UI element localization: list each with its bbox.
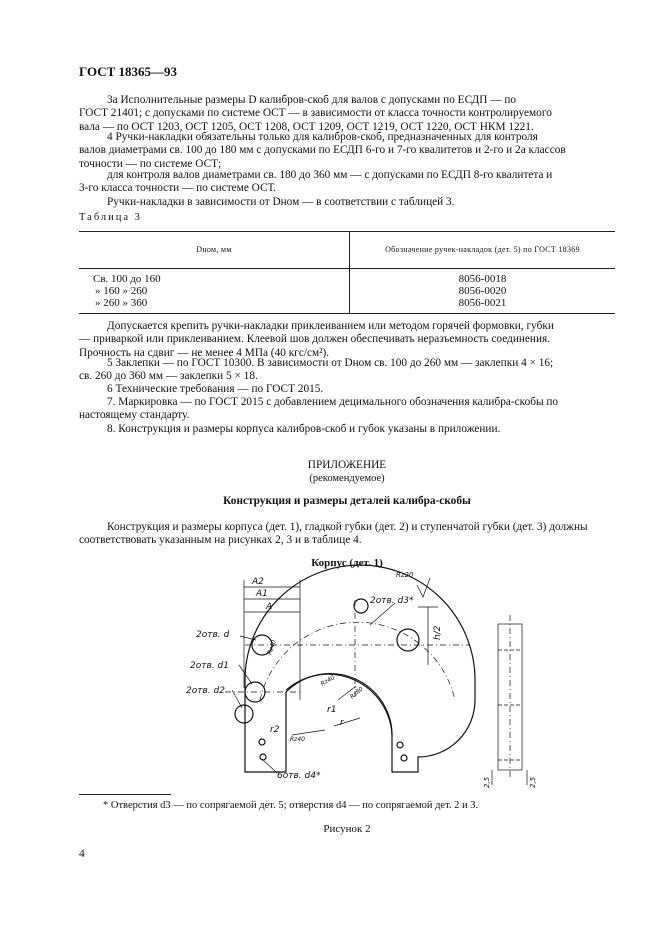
footnote-divider — [79, 794, 171, 795]
text-line: — приваркой или приклеиванием. Клеевой шов должен обеспечивать неразъемность соединения. — [79, 333, 551, 346]
table-caption: Таблица 3 — [79, 212, 142, 223]
label-rz40b: Rz40 — [319, 674, 336, 688]
appendix-title: ПРИЛОЖЕНИЕ — [307, 459, 387, 471]
hole-d4-3 — [397, 742, 403, 748]
label-h2: h/2 — [433, 625, 443, 640]
paragraph-8 — [79, 423, 615, 436]
label-rz20: Rz20 — [396, 571, 414, 579]
figure-caption: Рисунок 2 — [323, 823, 371, 835]
footnote: * Отверстия d3 — по сопрягаемой дет. 5; отверстия d4 — по сопрягаемой дет. 2 и 3. — [103, 800, 479, 811]
label-a1: A1 — [256, 589, 268, 599]
text-line: 5 Заклепки — по ГОСТ 10300. В зависимости от Dном св. 100 до 260 мм — заклепки 4 × 16; — [107, 357, 554, 369]
paragraph-gluing — [79, 320, 615, 360]
hole-d4-1 — [259, 739, 265, 745]
appendix-text — [79, 521, 615, 548]
text-line: настоящему стандарту. — [79, 409, 190, 422]
figure-title: Корпус (дет. 1) — [311, 557, 383, 569]
paragraph-table-ref — [79, 196, 615, 209]
label-rz40c: Rz40 — [290, 736, 305, 743]
document-header: ГОСТ 18365—93 — [79, 64, 178, 79]
table-value: 8056-0018 — [458, 273, 507, 285]
label-d: 2отв. d — [196, 630, 230, 640]
text-line: св. 260 до 360 мм — заклепки 5 × 18. — [79, 370, 258, 383]
text-line: Ручки-накладки в зависимости от Dном — в соответствии с таблицей 3. — [107, 196, 455, 208]
table-header-cell: Dном, мм — [79, 232, 350, 269]
label-a2: A2 — [252, 577, 264, 587]
hole-d4-2 — [260, 754, 266, 760]
label-d4: 6отв. d4* — [277, 771, 321, 781]
label-d3: 2отв. d3* — [370, 596, 414, 606]
text-line: 3-го класса точности — по системе ОСТ. — [79, 182, 277, 195]
text-line: вала — по ОСТ 1203, ОСТ 1205, ОСТ 1208, ОСТ 1209, ОСТ 1219, ОСТ 1220, ОСТ НКМ 1221. — [79, 120, 534, 133]
label-s1: 2,5 — [483, 776, 491, 788]
hole-d4-4 — [401, 755, 407, 761]
text-line: 4 Ручки-накладки обязательны только для калибров-скоб, предназначенных для контроля — [107, 131, 538, 143]
paragraph-6 — [79, 383, 615, 396]
label-d2: 2отв. d2 — [186, 686, 225, 696]
text-line: валов диаметрами св. 100 до 180 мм с допусками по ЕСДП 6-го и 7-го квалитетов и 2-го и 2а классов — [79, 144, 566, 157]
text-line: 8. Конструкция и размеры корпуса калибров-скоб и губок указаны в приложении. — [107, 423, 501, 435]
table-cell — [350, 269, 616, 314]
appendix-subtitle: (рекомендуемое) — [309, 473, 385, 484]
label-rz40a: Rz40 — [266, 639, 278, 656]
label-r2: r2 — [270, 725, 280, 735]
appendix-heading: Конструкция и размеры деталей калибра-скобы — [223, 495, 471, 507]
table-value: » 160 » 260 — [95, 285, 148, 297]
table-header-row — [79, 232, 615, 269]
label-r1: r1 — [327, 705, 337, 715]
text-line: 6 Технические требования — по ГОСТ 2015. — [107, 383, 324, 395]
label-s2: 2,5 — [529, 776, 537, 788]
paragraph-4 — [79, 131, 615, 171]
text-line: ГОСТ 21401; с допусками по системе ОСТ — в зависимости от класса точности контролируемого — [79, 107, 552, 120]
table-row — [79, 269, 615, 314]
hole-top — [354, 599, 368, 613]
table-value: 8056-0021 — [458, 297, 507, 309]
text-line: для контроля валов диаметрами св. 180 до 360 мм — с допусками по ЕСДП 8-го квалитета и — [107, 169, 553, 181]
table-value: » 260 » 360 — [95, 297, 148, 309]
text-line: 3а Исполнительные размеры D калибров-скоб для валов с допусками по ЕСДП — по — [107, 94, 517, 106]
text-line: Конструкция и размеры корпуса (дет. 1), гладкой губки (дет. 2) и ступенчатой губки (дет. 3) должны — [107, 521, 588, 533]
body-outline — [245, 565, 475, 772]
table-value: 8056-0020 — [458, 285, 507, 297]
label-d1: 2отв. d1 — [190, 661, 229, 671]
table-header-cell: Обозначение ручек-накладок (дет. 5) по ГОСТ 18369 — [350, 232, 616, 269]
text-line: Прочность на сдвиг — не менее 4 МПа (40 кгс/см²). — [79, 346, 330, 359]
paragraph-5 — [79, 357, 615, 384]
label-rz80: Rz80 — [348, 685, 365, 701]
label-r: r — [340, 718, 344, 728]
page-number: 4 — [79, 848, 85, 860]
table-3 — [79, 231, 615, 314]
text-line: соответствовать указанным на рисунках 2, 3 и в таблице 4. — [79, 534, 362, 547]
paragraph-7 — [79, 396, 615, 423]
text-line: 7. Маркировка — по ГОСТ 2015 с добавлением децимального обозначения калибра-скобы по — [107, 396, 559, 408]
label-a: A — [266, 602, 273, 612]
hole-d3 — [397, 629, 419, 651]
hole-d2 — [235, 705, 253, 723]
inner-arc — [286, 674, 392, 738]
paragraph-3a — [79, 94, 615, 134]
table-cell — [79, 269, 350, 314]
paragraph-4-cont — [79, 169, 615, 196]
text-line: точности — по системе ОСТ; — [79, 157, 222, 170]
body-drawing — [170, 562, 550, 797]
text-line: Допускается крепить ручки-накладки приклеиванием или методом горячей формовки, губки — [107, 320, 554, 332]
table-value: Св. 100 до 160 — [93, 273, 161, 285]
